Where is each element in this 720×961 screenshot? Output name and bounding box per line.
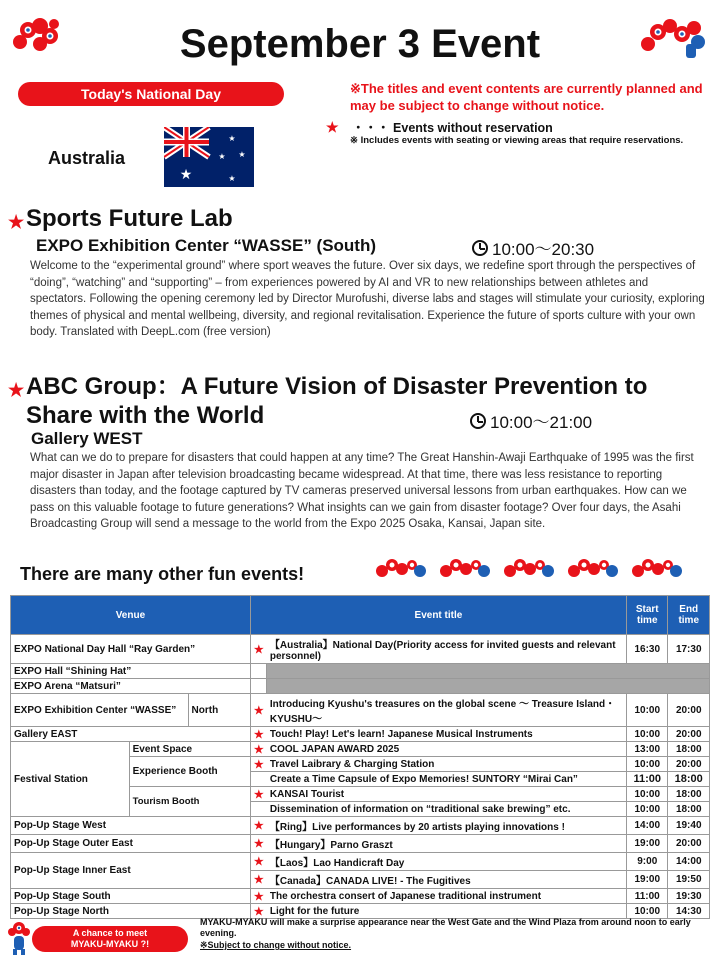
event-cell: KANSAI Tourist [267,787,627,802]
venue-cell: Pop-Up Stage South [11,889,251,904]
event-cell: 【Canada】CANADA LIVE! - The Fugitives [267,871,627,889]
sub-venue-cell: Event Space [129,742,250,757]
venue-cell: Pop-Up Stage North [11,904,251,919]
end-cell: 14:00 [668,853,710,871]
star-icon: ★ [250,742,267,757]
svg-text:★: ★ [228,134,236,143]
event-cell: Touch! Play! Let's learn! Japanese Musical Instruments [267,727,627,742]
table-row [11,742,710,757]
svg-text:★: ★ [218,152,226,161]
change-notice: ※The titles and event contents are currently planned and may be subject to change without notice. [350,81,703,113]
venue-cell: Gallery EAST [11,727,251,742]
star-icon: ★ [250,757,267,772]
star-icon: ★ [250,727,267,742]
chance-badge: A chance to meet MYAKU-MYAKU ?! [32,926,188,952]
start-cell: 10:00 [627,694,668,727]
other-events-heading: There are many other fun events! [20,564,305,584]
event-cell: COOL JAPAN AWARD 2025 [267,742,627,757]
mascot-icon [374,557,430,583]
table-row [11,727,710,742]
end-cell: 20:00 [668,835,710,853]
end-cell: 18:00 [668,742,710,757]
star-icon: ★ [250,889,267,904]
empty-cell [267,664,710,679]
clock-icon [470,413,486,429]
event-description: Welcome to the “experimental ground” where sport weaves the future. Over six days, we redefine sport through the perspectives of “doing”, “watching” and “supporting” – from experiences powered by AI and VR to new relationships between athletes and spectators. Following the opening ceremony led by Director Murofushi, diverse labs and stages will stimulate your curiosity, exploring themes of physical and mental wellbeing, diversity, and regional revitalisation. Experience the future of sports culture with your own body. Translated with DeepL.com (free version) [30,260,705,338]
start-cell: 10:00 [627,757,668,772]
event-cell: Travel Laibrary & Charging Station [267,757,627,772]
venue-cell: Pop-Up Stage West [11,817,251,835]
legend-note: ※ Includes events with seating or viewing areas that require reservations. [350,135,684,146]
start-cell: 16:30 [627,635,668,664]
legend-symbol: ・・・ [352,121,390,135]
start-cell: 10:00 [627,904,668,919]
start-cell: 11:00 [627,772,668,787]
star-icon: ★ [250,871,267,889]
event-cell: Create a Time Capsule of Expo Memories! SUNTORY “Mirai Can” [267,772,627,787]
star-icon: ★ [250,787,267,802]
event-cell: The orchestra consert of Japanese traditional instrument [267,889,627,904]
venue-cell: EXPO National Day Hall “Ray Garden” [11,635,251,664]
end-cell: 18:00 [668,787,710,802]
start-cell: 9:00 [627,853,668,871]
mascot-row [374,557,686,583]
event-venue: EXPO Exhibition Center “WASSE” (South) [36,236,377,255]
star-icon: ★ [326,119,339,135]
star-icon: ★ [8,380,25,400]
footer-note: ※Subject to change without notice. [200,940,352,950]
clock-icon [472,240,488,256]
star-icon: ★ [250,817,267,835]
event-cell: 【Hungary】Parno Graszt [267,835,627,853]
empty-cell [267,679,710,694]
end-cell: 17:30 [668,635,710,664]
sub-venue-cell: Experience Booth [129,757,250,787]
country-name: Australia [48,148,126,168]
event-description: What can we do to prepare for disasters that could happen at any time? The Great Hanshin-Awaji Earthquake of 1995 was the first major disaster in Japan after television broadcasting became widespread. At that time, there was less resistance to reporting disasters than today, and the footage captured by TV cameras preserved universal lessons from urban earthquakes. How can we pass on this valuable footage to future generations? What insights can we gain from disaster footage? Over four days, the Asahi Broadcasting Group will send a message to the world from the Expo 2025 Osaka, Kansai, Japan site. [30,452,694,530]
mascot-icon [438,557,494,583]
legend-text: Events without reservation [393,121,553,135]
end-cell: 20:00 [668,694,710,727]
venue-cell: EXPO Exhibition Center “WASSE” [11,694,189,727]
star-icon: ★ [8,212,25,232]
venue-cell: EXPO Hall “Shining Hat” [11,664,251,679]
sub-venue-cell: Tourism Booth [129,787,250,817]
mascot-icon [566,557,622,583]
venue-cell: Festival Station [11,742,130,817]
header-end: End time [668,596,710,635]
venue-cell: EXPO Arena “Matsuri” [11,679,251,694]
end-cell: 14:30 [668,904,710,919]
table-row [11,664,710,679]
end-cell: 19:50 [668,871,710,889]
start-cell: 14:00 [627,817,668,835]
end-cell: 18:00 [668,802,710,817]
start-cell: 10:00 [627,727,668,742]
table-row [11,635,710,664]
venue-cell: Pop-Up Stage Outer East [11,835,251,853]
sub-venue-cell: North [188,694,250,727]
svg-text:★: ★ [228,174,236,183]
end-cell: 19:30 [668,889,710,904]
table-row [11,817,710,835]
myaku-message: MYAKU-MYAKU will make a surprise appearance near the West Gate and the Wind Plaza from around noon to early evening. ※Subject to change without notice. [200,917,710,951]
star-icon: ★ [250,635,267,664]
myaku-mascot-icon [6,920,32,961]
event-cell: Dissemination of information on “traditional sake brewing” etc. [267,802,627,817]
event-venue: Gallery WEST [31,429,143,448]
svg-text:★: ★ [238,150,246,159]
legend [326,118,716,136]
event-cell: 【Australia】National Day(Priority access for invited guests and relevant personnel) [267,635,627,664]
event-cell: Light for the future [267,904,627,919]
svg-text:★: ★ [179,167,193,183]
table-row [11,853,710,871]
start-cell: 10:00 [627,802,668,817]
end-cell: 19:40 [668,817,710,835]
header-start: Start time [627,596,668,635]
event-time: 10:00～20:30 [472,235,594,260]
table-header-row [11,596,710,635]
event-cell: 【Ring】Live performances by 20 artists playing innovations ! [267,817,627,835]
event-cell: 【Laos】Lao Handicraft Day [267,853,627,871]
event-title-sports: ★ Sports Future Lab [26,204,233,233]
mascot-icon [502,557,558,583]
table-row [11,679,710,694]
star-icon: ★ [250,694,267,727]
table-row [11,835,710,853]
start-cell: 19:00 [627,871,668,889]
end-cell: 20:00 [668,727,710,742]
australia-flag-icon [164,127,254,187]
start-cell: 13:00 [627,742,668,757]
table-row [11,889,710,904]
schedule-table [10,595,710,919]
start-cell: 19:00 [627,835,668,853]
event-time: 10:00～21:00 [470,408,592,433]
start-cell: 11:00 [627,889,668,904]
national-day-badge: Today's National Day [18,82,284,106]
star-icon: ★ [250,835,267,853]
venue-cell: Pop-Up Stage Inner East [11,853,251,889]
start-cell: 10:00 [627,787,668,802]
page-title: September 3 Event [179,22,541,66]
header-event: Event title [250,596,626,635]
header-venue: Venue [11,596,251,635]
star-icon: ★ [250,853,267,871]
star-icon: ★ [250,904,267,919]
mascot-icon [630,557,686,583]
table-row [11,694,710,727]
event-cell: Introducing Kyushu's treasures on the global scene ～ Treasure Island・KYUSHU～ [267,694,627,727]
event-title-abc: ★ ABC Group：A Future Vision of Disaster Prevention to Share with the World [8,373,648,429]
end-cell: 20:00 [668,757,710,772]
end-cell: 18:00 [668,772,710,787]
